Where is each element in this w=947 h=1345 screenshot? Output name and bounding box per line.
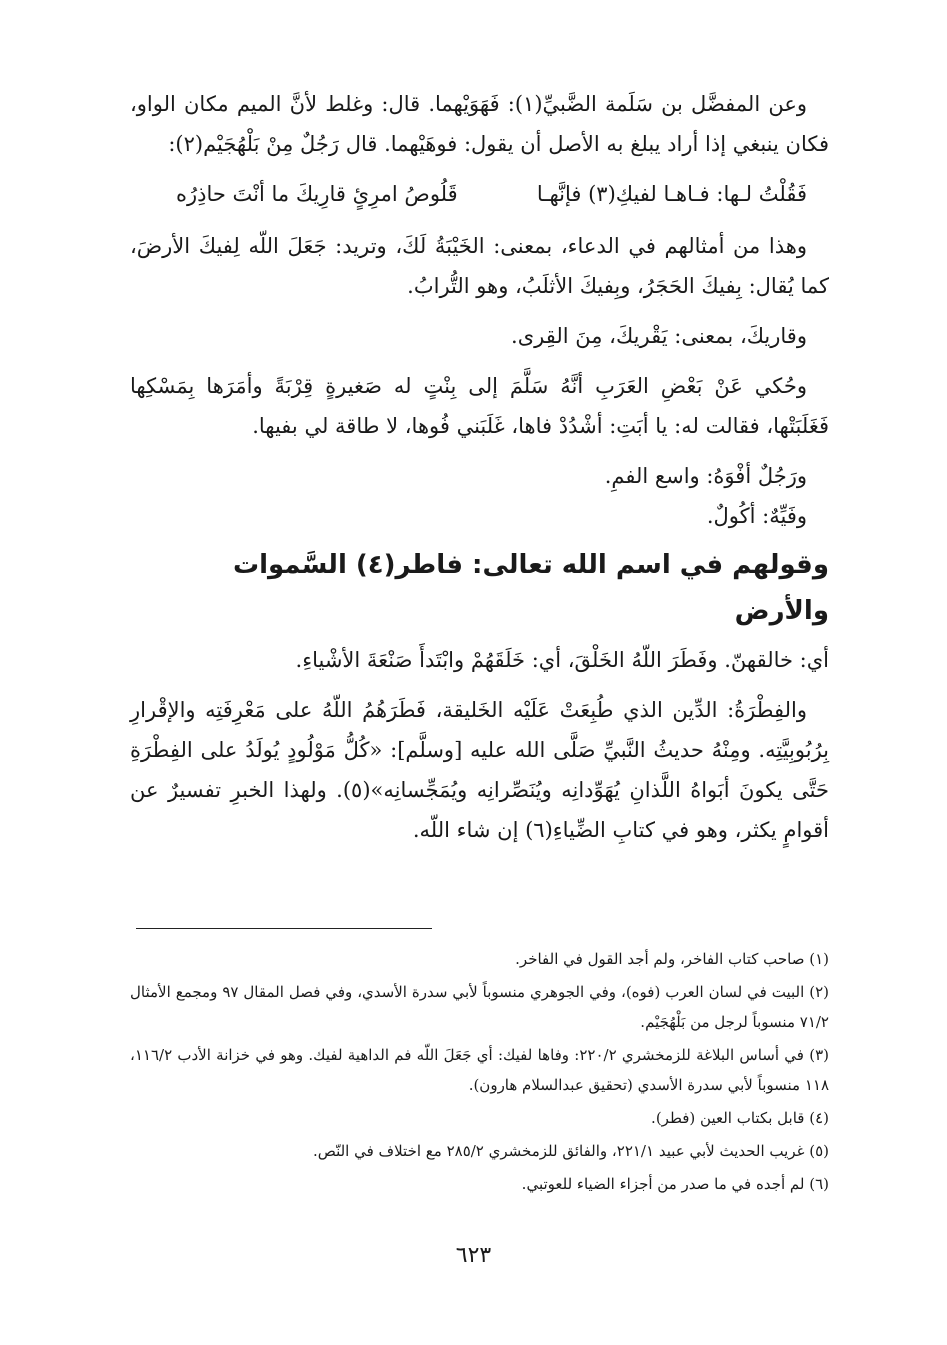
- verse-first-hemistich: فَقُلْتُ لـها: فـاهـا لفيكِ(٣) فإنَّهـا: [536, 182, 807, 206]
- verse-second-hemistich: قَلُوصُ امرِئٍ قارِيكَ ما أنْتَ حاذِرُه: [176, 182, 458, 206]
- paragraph-4: وحُكي عَنْ بَعْضِ العَرَبِ أنَّهُ سَلَّمَ إلى بِنْتٍ له صَغيرةٍ قِرْبَةً وأمَرَها بِمَسْكِها فَغَلَبَتْها، فقالت له: يا أبَتِ: أشْدُدْ فاها، غَلَبَني فُوها، لا طاقة لي بفيها.: [130, 374, 829, 438]
- paragraph-3: وقاريكَ، بمعنى: يَقْريكَ، مِنَ القِرى.: [511, 324, 807, 348]
- paragraph-1: وعن المفضَّل بن سَلَمة الضَّبيِّ(١): فَهَوَيْهما. قال: وغلط لأنَّ الميم مكان الواو، فكان ينبغي إذا أراد يبلغ به الأصل أن يقول: فوهَيْهما. قال رَجُلٌ مِنْ بَلْهُجَيْم(٢):: [130, 92, 829, 156]
- footnote-4: (٤) قابل بكتاب العين (فطر).: [651, 1109, 829, 1127]
- paragraph-8: والفِطْرَةُ: الدِّين الذي طُبِعَتْ عَلَيْه الخَليقة، فَطَرَهُمُ اللّهُ على مَعْرِفَتِه والإقْرارِ بِرُبُوبِيَّتِه. ومِنْهُ حديثُ النَّبيِّ صَلَّى الله عليه [وسلَّم]: «كُلُّ مَوْلُودٍ يُولَدُ على الفِطْرَةِ حَتَّى يكونَ أبَواهُ اللَّذانِ يُهَوِّدانِه ويُنَصِّرانِه ويُمَجِّسانِه»(٥). ولهذا الخبرِ تفسيرٌ عن أقوامٍ يكثر، وهو في كتابِ الضِّياءِ(٦) إن شاء اللّه.: [130, 698, 829, 842]
- paragraph-7: أي: خالقهنّ. وفَطَرَ اللّهُ الخَلْقَ، أي: خَلَقَهُمْ وابْتَدأَ صَنْعَةَ الأشْياءِ.: [295, 648, 829, 672]
- footnote-6: (٦) لم أجده في ما صدر من أجزاء الضياء للعوتبي.: [521, 1175, 829, 1193]
- footnote-separator: [136, 928, 432, 929]
- page-number: ٦٢٣: [455, 1243, 492, 1268]
- footnote-3: (٣) في أساس البلاغة للزمخشري ٢٢٠/٢: وفاها لفيك: أي جَعَلَ اللّه فم الداهية لفيك. وهو في خزانة الأدب ١١٦/٢، ١١٨ منسوباً لأبي سدرة الأسدي (تحقيق عبدالسلام هارون).: [130, 1046, 829, 1094]
- section-heading: وقولهم في اسم الله تعالى: فاطر(٤) السَّموات والأرض: [232, 550, 829, 626]
- paragraph-5: ورَجُلٌ أفْوَهُ: واسع الفمِ.: [604, 464, 807, 488]
- main-text: [130, 84, 829, 860]
- paragraph-2: وهذا من أمثالهم في الدعاء، بمعنى: الخَيْبَةُ لَكَ، وتريد: جَعَلَ اللّه لِفيكَ الأرضَ، كما يُقال: بِفيكَ الحَجَرُ، وبِفيكَ الأثلَبُ، وهو التُّرابُ.: [130, 234, 829, 298]
- footnote-2: (٢) البيت في لسان العرب (فوه)، وفي الجوهري منسوباً لأبي سدرة الأسدي، وفي فصل المقال ٩٧ ومجمع الأمثال ٧١/٢ منسوباً لرجل من بَلْهُجَيْم.: [130, 983, 830, 1031]
- footnote-5: (٥) غريب الحديث لأبي عبيد ٢٢١/١، والفائق للزمخشري ٢٨٥/٢ مع اختلاف في النّص.: [312, 1142, 829, 1160]
- footnotes: [130, 944, 829, 1202]
- poetry-verse: [176, 174, 807, 214]
- paragraph-6: وفَيِّهٌ: أكُولٌ.: [706, 504, 807, 528]
- footnote-1: (١) صاحب كتاب الفاخر، ولم أجد القول في الفاخر.: [515, 950, 829, 968]
